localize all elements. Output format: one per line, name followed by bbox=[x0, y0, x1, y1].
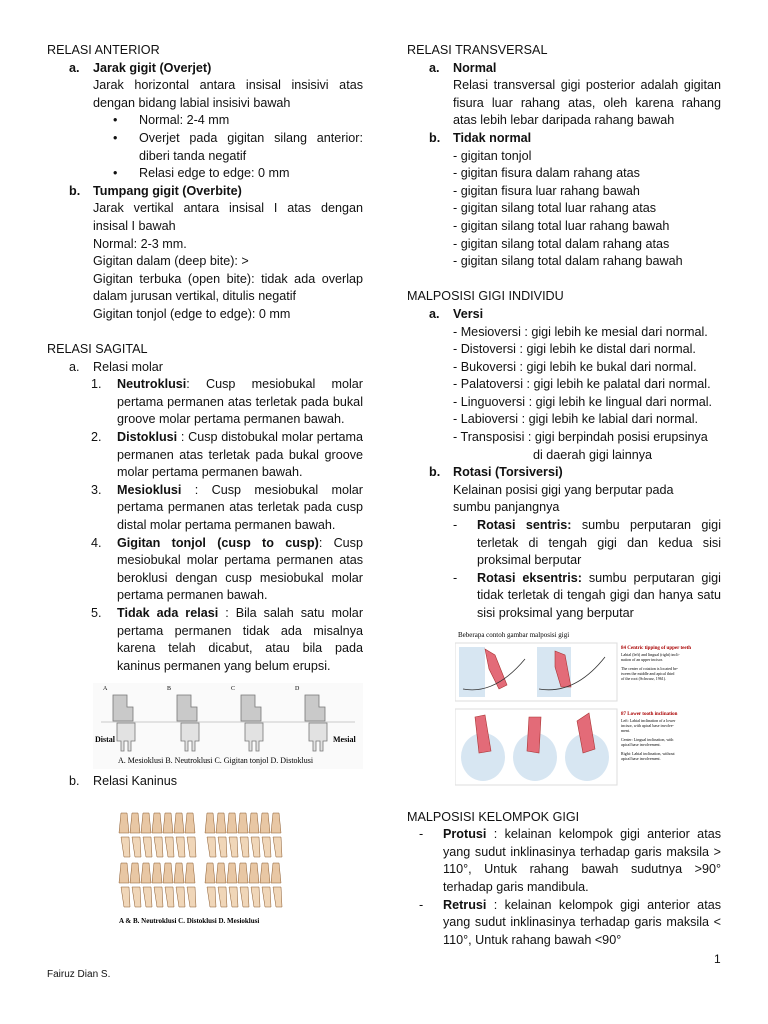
tooth-shape bbox=[163, 863, 173, 883]
overbite-line: Gigitan tonjol (edge to edge): 0 mm bbox=[93, 306, 291, 321]
list-item: - Linguoversi : gigi lebih ke lingual dari normal. bbox=[453, 394, 713, 409]
fig3-note2-line: apical base involvement. bbox=[621, 741, 661, 747]
overbite-line: Gigitan terbuka (open bite): tidak ada overlap dalam jurusan vertikal, ditulis negatif bbox=[93, 271, 363, 304]
tooth-shape bbox=[218, 837, 227, 857]
molar-term: Neutroklusi bbox=[117, 377, 187, 392]
tooth-shape bbox=[216, 813, 226, 833]
molar-desc: Bila salah satu molar pertama permanen tidak ada misalnya karena telah dicabut, atau bila pada kaninus permanen yang belum erupsi. bbox=[117, 606, 364, 673]
tooth-shape bbox=[229, 887, 238, 907]
tooth-shape bbox=[227, 863, 237, 883]
fig3-note1-line: nation of an upper incisor. bbox=[621, 656, 663, 662]
molar-relation-item bbox=[47, 605, 363, 675]
rotasi-desc: Kelainan posisi gigi yang berputar pada sumbu panjangnya bbox=[453, 482, 674, 515]
tooth-shape bbox=[176, 837, 185, 857]
list-item: - gigitan fisura dalam rahang atas bbox=[453, 166, 640, 181]
list-label: b. bbox=[69, 774, 80, 789]
relasi-anterior-heading: RELASI ANTERIOR bbox=[47, 43, 160, 57]
list-number: 1. bbox=[91, 377, 102, 392]
footer-author: Fairuz Dian S. bbox=[47, 969, 111, 980]
list-item: - gigitan silang total dalam rahang bawah bbox=[453, 254, 683, 269]
fig3-note1-line: tween the middle and apical third bbox=[621, 670, 675, 676]
fig1-distal-label: Distal bbox=[95, 735, 115, 745]
list-item: - Mesioversi : gigi lebih ke mesial dari normal. bbox=[453, 324, 708, 339]
malposition-figure bbox=[455, 629, 723, 787]
tooth-shape bbox=[262, 887, 271, 907]
tooth-shape bbox=[121, 887, 130, 907]
tooth-shape bbox=[143, 887, 152, 907]
relasi-molar-title: Relasi molar bbox=[93, 359, 163, 374]
canine-relation-figure bbox=[115, 809, 291, 927]
transversal-normal-title: Normal bbox=[453, 60, 497, 75]
overbite-item bbox=[47, 183, 363, 324]
tooth-shape bbox=[119, 863, 129, 883]
tooth-shape bbox=[207, 887, 216, 907]
tooth-shape bbox=[262, 837, 271, 857]
rotasi-term: Rotasi eksentris: bbox=[477, 570, 582, 585]
tooth-shape bbox=[130, 813, 140, 833]
tooth-shape bbox=[174, 813, 184, 833]
tooth-shape bbox=[227, 813, 237, 833]
tooth-shape bbox=[205, 813, 215, 833]
kelompok-desc: : kelainan kelompok gigi anterior atas yang sudut inklinasinya terhadap garis maksila < 110°, Untuk rahang bawah <90° bbox=[443, 897, 721, 947]
tooth-shape bbox=[174, 863, 184, 883]
malposisi-individu-heading: MALPOSISI GIGI INDIVIDU bbox=[407, 289, 564, 304]
molar-desc: Cusp mesiobukal molar pertama permanen atas beroklusi dengan cusp mesiobukal molar pertama permanen bawah. bbox=[117, 535, 363, 603]
tooth-shape bbox=[251, 837, 260, 857]
overjet-title: Jarak gigit (Overjet) bbox=[93, 60, 212, 75]
molar-term: Tidak ada relasi bbox=[117, 606, 219, 620]
rotasi-title: Rotasi (Torsiversi) bbox=[453, 465, 563, 480]
tooth-shape bbox=[176, 887, 185, 907]
tooth-shape bbox=[238, 813, 248, 833]
bullet-icon: • bbox=[113, 130, 118, 145]
tooth-shape bbox=[130, 863, 140, 883]
overjet-bullet: Relasi edge to edge: 0 mm bbox=[139, 166, 290, 181]
right-column bbox=[407, 42, 721, 949]
kelompok-term: Protusi bbox=[443, 827, 487, 842]
fig1-letter: C bbox=[231, 686, 236, 693]
fig3-heading: Beberapa contoh gambar malposisi gigi bbox=[458, 630, 570, 639]
fig1-mesial-label: Mesial bbox=[333, 735, 356, 745]
list-label: b. bbox=[429, 465, 441, 480]
tooth-shape bbox=[132, 837, 141, 857]
rotasi-term: Rotasi sentris: bbox=[477, 518, 572, 533]
transversal-normal-desc: Relasi transversal gigi posterior adalah gigitan fisura luar rahang atas, oleh karena rahang atas lebih lebar daripada rahang bawah bbox=[453, 78, 721, 128]
tooth-shape bbox=[271, 863, 281, 883]
list-item: - gigitan silang total luar rahang bawah bbox=[453, 218, 670, 233]
overbite-line: Normal: 2-3 mm. bbox=[93, 236, 187, 251]
molar-sep: : bbox=[318, 535, 323, 550]
list-label: a. bbox=[69, 60, 80, 75]
list-number: 2. bbox=[91, 430, 102, 445]
molar-sep: : bbox=[218, 606, 229, 620]
overjet-bullet: Normal: 2-4 mm bbox=[139, 113, 230, 128]
overbite-line: Jarak vertikal antara insisal I atas dengan insisal I bawah bbox=[93, 201, 363, 233]
overbite-line: Gigitan dalam (deep bite): > bbox=[93, 254, 249, 269]
transversal-abnormal-item bbox=[407, 130, 721, 271]
dash-symbol: - bbox=[453, 570, 458, 585]
list-item: - Labioversi : gigi lebih ke labial dari normal. bbox=[453, 412, 699, 427]
tooth-shape bbox=[240, 887, 249, 907]
list-label: a. bbox=[69, 359, 80, 374]
tooth-shape bbox=[165, 887, 174, 907]
tooth-shape bbox=[260, 863, 270, 883]
list-number: 5. bbox=[91, 606, 102, 620]
tooth-shape bbox=[121, 837, 130, 857]
list-item: - Distoversi : gigi lebih ke distal dari normal. bbox=[453, 342, 696, 357]
list-number: 4. bbox=[91, 535, 102, 550]
fig3-note2-line: Center: Lingual inclination, with bbox=[621, 736, 674, 742]
molar-relation-item bbox=[47, 376, 363, 429]
page-number: 1 bbox=[714, 952, 721, 966]
tooth-shape bbox=[273, 887, 282, 907]
rotasi-item bbox=[407, 464, 721, 622]
fig3-note2-line: apical base involvement. bbox=[621, 755, 661, 761]
molar-relation-item bbox=[47, 535, 363, 605]
protusi-item bbox=[407, 826, 721, 896]
left-column bbox=[47, 42, 363, 927]
fig3-note2-line: incisor, with apical base involve- bbox=[621, 722, 674, 728]
tooth-shape bbox=[273, 837, 282, 857]
overjet-desc: Jarak horizontal antara insisal insisivi atas dengan bidang labial insisivi bawah bbox=[93, 78, 363, 110]
relasi-transversal-heading: RELASI TRANSVERSAL bbox=[407, 43, 548, 57]
bullet-icon: • bbox=[113, 113, 118, 128]
tooth-shape bbox=[152, 863, 162, 883]
fig2-caption: A & B. Neutroklusi C. Distoklusi D. Mesioklusi bbox=[119, 916, 260, 925]
tooth-shape bbox=[187, 887, 196, 907]
list-item: - gigitan tonjol bbox=[453, 148, 532, 163]
list-item: di daerah gigi lainnya bbox=[533, 447, 653, 462]
molar-sep: : bbox=[181, 482, 199, 497]
tooth-shape bbox=[141, 813, 151, 833]
fig3-note1-line: The center of rotation is located be- bbox=[621, 665, 679, 671]
fig3-note2-line: Right: Labial inclination, without bbox=[621, 750, 675, 756]
malposisi-kelompok-heading: MALPOSISI KELOMPOK GIGI bbox=[407, 809, 580, 824]
molar-relation-figure bbox=[93, 683, 363, 769]
relasi-kaninus-item bbox=[47, 773, 363, 791]
tooth-shape bbox=[187, 837, 196, 857]
tooth-shape bbox=[185, 813, 195, 833]
tooth-shape bbox=[260, 813, 270, 833]
relasi-kaninus-title: Relasi Kaninus bbox=[93, 774, 178, 789]
rotasi-eksentris bbox=[453, 570, 721, 623]
fig3-note1-line: of the root (Schwarz, 1961). bbox=[621, 675, 667, 681]
tooth-shape bbox=[271, 813, 281, 833]
tooth-shape bbox=[205, 863, 215, 883]
molar-sep: : bbox=[177, 430, 185, 445]
tooth-shape bbox=[240, 837, 249, 857]
molar-term: Mesioklusi bbox=[117, 482, 182, 497]
tooth-shape bbox=[249, 813, 259, 833]
fig1-caption: A. Mesioklusi B. Neutroklusi C. Gigitan tonjol D. Distoklusi bbox=[118, 756, 314, 766]
fig1-letter: D bbox=[295, 686, 300, 693]
list-item: - gigitan silang total luar rahang atas bbox=[453, 201, 657, 216]
dash-symbol: - bbox=[419, 827, 424, 842]
molar-sep: : bbox=[186, 377, 190, 392]
transversal-abnormal-title: Tidak normal bbox=[453, 130, 532, 145]
kelompok-term: Retrusi bbox=[443, 897, 487, 912]
retrusi-item bbox=[407, 897, 721, 950]
fig1-letter: A bbox=[103, 686, 108, 693]
molar-desc: Cusp distobukal molar pertama permanen atas terletak pada bukal groove molar pertama permanen bawah. bbox=[117, 430, 363, 480]
fig3-note2-line: Left: Labial inclination of a lower bbox=[621, 717, 676, 723]
tooth-shape bbox=[141, 863, 151, 883]
tooth-shape bbox=[229, 837, 238, 857]
list-label: b. bbox=[429, 130, 441, 145]
tooth-shape bbox=[119, 813, 129, 833]
tooth-shape bbox=[165, 837, 174, 857]
molar-relation-item bbox=[47, 429, 363, 482]
tooth-shape bbox=[143, 837, 152, 857]
list-item: - gigitan fisura luar rahang bawah bbox=[453, 183, 640, 198]
list-item: - Transposisi : gigi berpindah posisi erupsinya bbox=[453, 430, 708, 445]
rotasi-sentris bbox=[453, 517, 721, 570]
fig3-note1-title: 84 Centric tipping of upper teeth bbox=[621, 645, 692, 651]
overjet-bullet: Overjet pada gigitan silang anterior: diberi tanda negatif bbox=[139, 130, 363, 163]
tooth-shape bbox=[238, 863, 248, 883]
versi-title: Versi bbox=[453, 306, 484, 321]
tooth-shape bbox=[185, 863, 195, 883]
tooth-shape bbox=[154, 887, 163, 907]
dash-symbol: - bbox=[453, 518, 458, 533]
tooth-shape bbox=[249, 863, 259, 883]
overjet-item bbox=[47, 60, 363, 183]
list-item: - Palatoversi : gigi lebih ke palatal dari normal. bbox=[453, 377, 711, 392]
tooth-shape bbox=[251, 887, 260, 907]
list-item: - Bukoversi : gigi lebih ke bukal dari normal. bbox=[453, 359, 697, 374]
molar-desc: Cusp mesiobukal molar pertama permanen atas terletak pada bukal groove molar pertama permanen bawah. bbox=[117, 377, 363, 427]
list-number: 3. bbox=[91, 482, 102, 497]
list-label: b. bbox=[69, 183, 81, 198]
relasi-sagital-heading: RELASI SAGITAL bbox=[47, 342, 148, 357]
molar-list bbox=[47, 376, 363, 675]
tooth-shape bbox=[216, 863, 226, 883]
molar-desc: Cusp mesiobukal molar pertama permanen atas terletak pada cusp distal molar pertama permanen bawah. bbox=[117, 482, 364, 533]
tooth-shape bbox=[218, 887, 227, 907]
fig3-note2-title: 87 Lower tooth inclination bbox=[621, 711, 678, 717]
list-label: a. bbox=[429, 60, 440, 75]
fig3-note1-line: Labial (left) and lingual (right) incli- bbox=[621, 651, 680, 657]
molar-relation-item bbox=[47, 482, 363, 535]
fig1-letter: B bbox=[167, 686, 172, 693]
rotasi-desc-text: sumbu perputaran gigi terletak di tengah gigi dan kedua sisi proksimal berputar bbox=[477, 518, 721, 568]
overbite-title: Tumpang gigit (Overbite) bbox=[93, 183, 242, 198]
tooth-shape bbox=[154, 837, 163, 857]
molar-term: Distoklusi bbox=[117, 430, 178, 445]
list-label: a. bbox=[429, 306, 440, 321]
bullet-icon: • bbox=[113, 166, 118, 181]
transversal-normal-item bbox=[407, 60, 721, 130]
tooth-shape bbox=[163, 813, 173, 833]
fig3-note2-line: ment. bbox=[621, 727, 630, 733]
molar-term: Gigitan tonjol (cusp to cusp) bbox=[117, 535, 319, 550]
versi-item bbox=[407, 306, 721, 464]
rotasi-desc-text: sumbu perputaran gigi tidak terletak di tengah gigi dan hanya satu sisi proksimal yang berputar bbox=[477, 570, 721, 620]
dash-symbol: - bbox=[419, 897, 424, 912]
kelompok-desc: : kelainan kelompok gigi anterior atas yang sudut inklinasinya terhadap garis maksila > 110°, Untuk rahang bawah sudutnya >90° terhadap garis mandibula. bbox=[443, 827, 721, 894]
tooth-shape bbox=[152, 813, 162, 833]
tooth-shape bbox=[132, 887, 141, 907]
list-item: - gigitan silang total dalam rahang atas bbox=[453, 236, 670, 251]
tooth-shape bbox=[207, 837, 216, 857]
relasi-molar-item bbox=[47, 359, 363, 377]
